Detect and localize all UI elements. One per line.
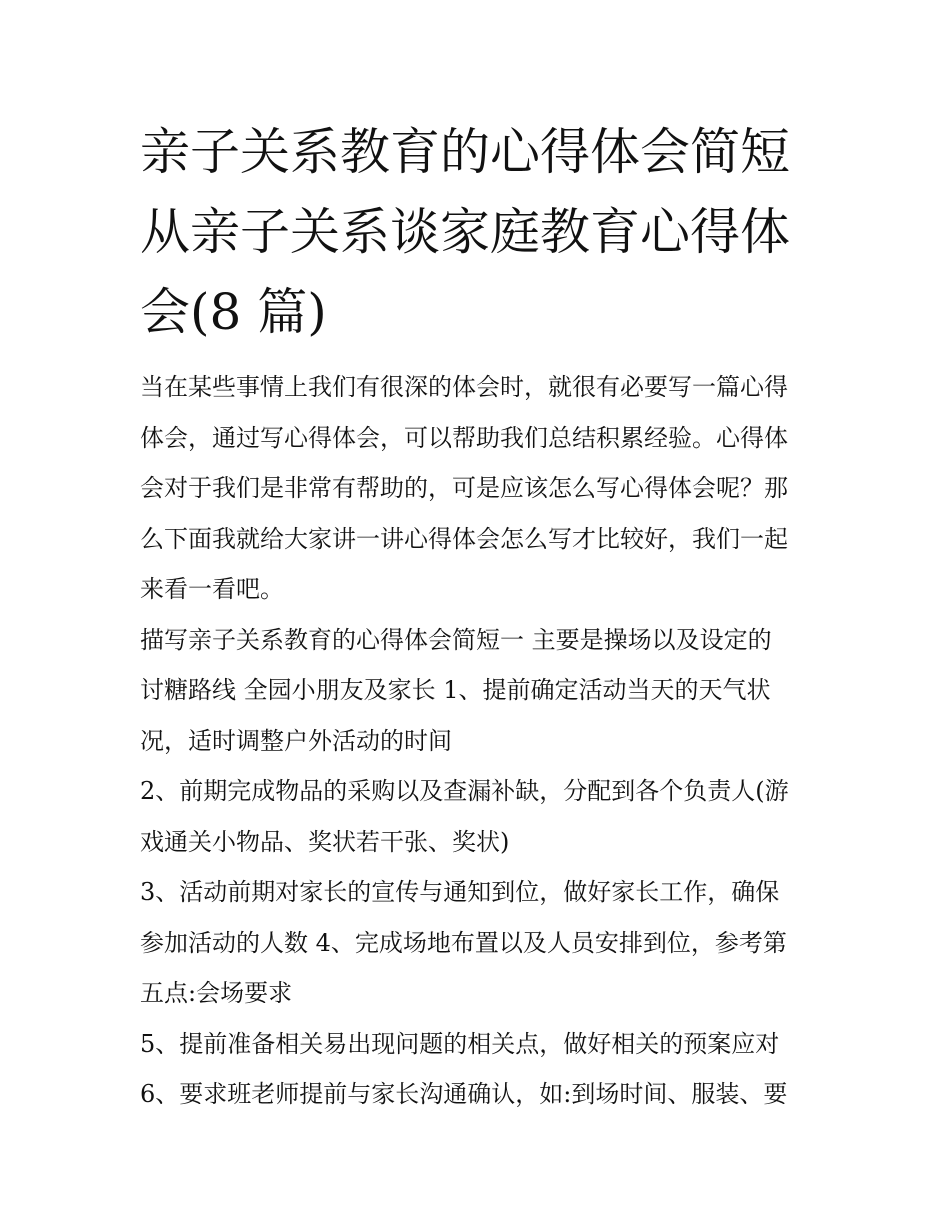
body-paragraph — [140, 766, 812, 867]
text-line: 么下面我就给大家讲一讲心得体会怎么写才比较好，我们一起 — [140, 524, 788, 553]
title-line: 会(8 篇) — [140, 283, 327, 341]
document-title — [140, 112, 812, 352]
text-line: 来看一看吧。 — [140, 575, 284, 603]
body-paragraph — [140, 615, 812, 767]
text-line: 当在某些事情上我们有很深的体会时，就很有必要写一篇心得 — [140, 373, 788, 401]
text-line: 3、活动前期对家长的宣传与通知到位，做好家长工作，确保 — [140, 878, 780, 906]
text-line: 描写亲子关系教育的心得体会简短一 主要是操场以及设定的 — [140, 625, 772, 654]
text-line: 戏通关小物品、奖状若干张、奖状) — [140, 827, 510, 856]
intro-paragraph — [140, 362, 812, 615]
text-line: 6、要求班老师提前与家长沟通确认，如:到场时间、服装、要 — [140, 1080, 788, 1108]
body-paragraph — [140, 1069, 812, 1120]
body-paragraph — [140, 867, 812, 1019]
text-line: 会对于我们是非常有帮助的，可是应该怎么写心得体会呢？那 — [140, 474, 788, 502]
title-line: 亲子关系教育的心得体会简短 — [140, 123, 790, 181]
text-line: 体会，通过写心得体会，可以帮助我们总结积累经验。心得体 — [140, 423, 788, 452]
text-line: 2、前期完成物品的采购以及查漏补缺，分配到各个负责人(游 — [140, 777, 789, 805]
body-paragraph — [140, 1019, 812, 1070]
text-line: 讨糖路线 全园小朋友及家长 1、提前确定活动当天的天气状 — [140, 676, 771, 704]
text-line: 5、提前准备相关易出现问题的相关点，做好相关的预案应对 — [140, 1029, 780, 1058]
text-line: 况，适时调整户外活动的时间 — [140, 726, 452, 755]
title-line: 从亲子关系谈家庭教育心得体 — [140, 203, 790, 261]
text-line: 五点:会场要求 — [140, 979, 293, 1007]
document-page — [140, 112, 812, 1120]
text-line: 参加活动的人数 4、完成场地布置以及人员安排到位，参考第 — [140, 928, 787, 957]
